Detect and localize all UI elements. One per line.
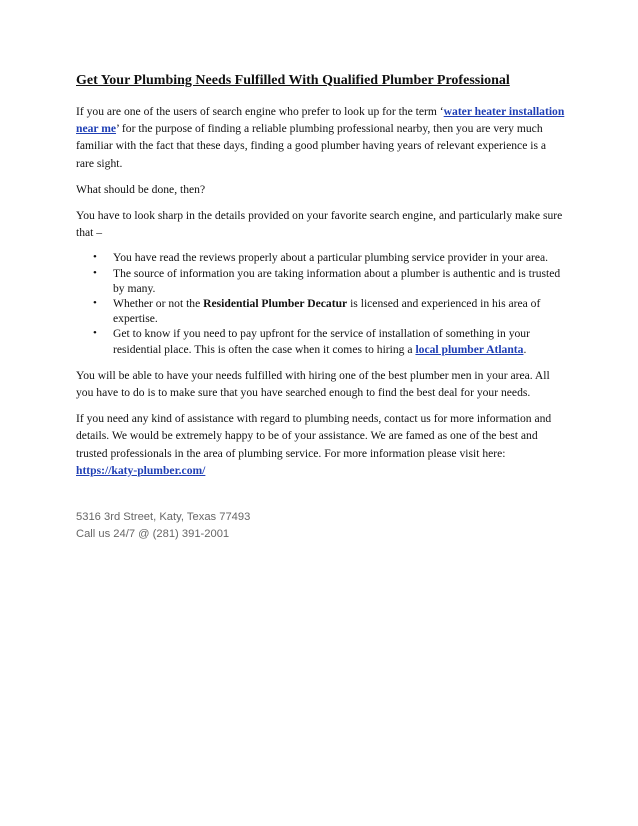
best-plumber-paragraph: You will be able to have your needs fulfilled with hiring one of the best plumber men in your area. All you have to do is to make sure that you have searched enough to find the best deal for your needs. (76, 368, 550, 400)
list-item (76, 266, 566, 296)
document-page (76, 72, 566, 542)
contact-text: If you need any kind of assistance with regard to plumbing needs, contact us for more information and details. We would be extremely happy to be of your assistance. We are famed as one of the best and trusted professionals in the area of plumbing service. For more information please visit here: (76, 412, 552, 460)
footer (76, 509, 566, 542)
water-heater-link[interactable]: water heater installation near me (76, 105, 565, 136)
list-item-text-after: . (523, 342, 527, 356)
residential-plumber-decatur-label: Residential Plumber Decatur (203, 297, 348, 311)
contact-paragraph (76, 410, 566, 479)
bullet-icon: • (93, 266, 97, 279)
list-item-text-before: Whether or not the (113, 297, 204, 311)
checklist (76, 250, 566, 356)
page-title: Get Your Plumbing Needs Fulfilled With Qualified Plumber Professional (76, 73, 510, 88)
bullet-icon: • (93, 327, 97, 340)
intro-paragraph (76, 103, 566, 172)
intro-text-after: ’ for the purpose of finding a reliable plumbing professional nearby, then you are very much familiar with the fact that these days, finding a good plumber having years of relevant experience is a rare sight. (76, 122, 547, 170)
list-item-text: The source of information you are taking information about a plumber is authentic and is trusted by many. (113, 266, 561, 295)
list-item-text: You have read the reviews properly about a particular plumbing service provider in your area. (113, 251, 549, 265)
intro-text-before: If you are one of the users of search engine who prefer to look up for the term ‘ (76, 105, 444, 118)
footer-phone: Call us 24/7 @ (281) 391-2001 (76, 527, 230, 540)
website-link[interactable]: https://katy-plumber.com/ (76, 463, 206, 477)
bullet-icon: • (93, 297, 97, 310)
lead-in-paragraph: You have to look sharp in the details provided on your favorite search engine, and particularly make sure that – (76, 209, 563, 240)
list-item-text-before: Get to know if you need to pay upfront for the service of installation of something in your residential place. This is often the case when it comes to hiring a (113, 327, 530, 356)
list-item-text-after: is licensed and experienced in his area of expertise. (113, 297, 541, 326)
footer-address: 5316 3rd Street, Katy, Texas 77493 (76, 511, 251, 524)
list-item (76, 296, 566, 326)
local-plumber-atlanta-link[interactable]: local plumber Atlanta (415, 342, 524, 356)
list-item (76, 250, 566, 265)
bullet-icon: • (93, 251, 97, 264)
question-paragraph: What should be done, then? (76, 182, 206, 196)
list-item (76, 326, 566, 356)
